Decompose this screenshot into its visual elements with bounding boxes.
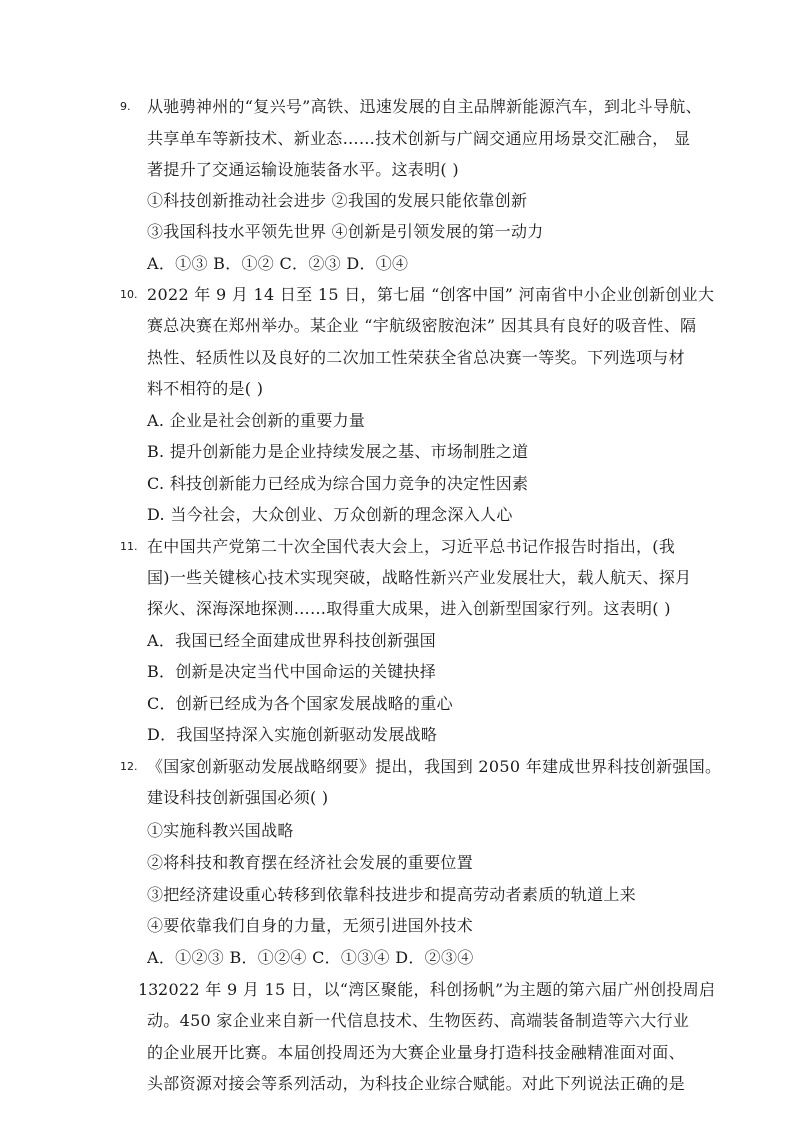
option-c: C．创新已经成为各个国家发展战略的重心 — [147, 694, 453, 713]
question-number: 10. — [120, 288, 138, 301]
option-a: A．我国已经全面建成世界科技创新强国 — [147, 631, 436, 650]
option-a: A. 企业是社会创新的重要力量 — [147, 411, 366, 430]
question-stem-line: 在中国共产党第二十次全国代表大会上，习近平总书记作报告时指出，(我 — [147, 537, 676, 556]
statement-line: ②将科技和教育摆在经济社会发展的重要位置 — [147, 853, 474, 872]
answer-options: A．①③ B．①② C．②③ D．①④ — [147, 254, 409, 273]
question-stem-line: 著提升了交通运输设施装备水平。这表明( ) — [147, 160, 459, 179]
question-stem-line: 共享单车等新技术、新业态……技术创新与广阔交通应用场景交汇融合， 显 — [147, 129, 691, 148]
option-c: C. 科技创新能力已经成为综合国力竞争的决定性因素 — [147, 474, 529, 493]
question-stem-line: 料不相符的是( ) — [147, 379, 264, 398]
statement-line: ①实施科教兴国战略 — [147, 821, 294, 840]
statement-line: ④要依靠我们自身的力量，无须引进国外技术 — [147, 916, 474, 935]
question-stem-line: 2022 年 9 月 15 日，以“湾区聚能，科创扬帆”为主题的第六届广州创投周启 — [158, 980, 716, 999]
question-number: 11. — [120, 540, 138, 553]
question-stem-line: 的企业展开比赛。本届创投周还为大赛企业量身打造科技金融精准面对面、 — [147, 1043, 685, 1062]
option-b: B. 提升创新能力是企业持续发展之基、市场制胜之道 — [147, 442, 529, 461]
question-stem-line: 建设科技创新强国必须( ) — [147, 788, 329, 807]
option-d: D. 当今社会，大众创业、万众创新的理念深入人心 — [147, 505, 513, 524]
question-stem-line: 2022 年 9 月 14 日至 15 日，第七届 “创客中国” 河南省中小企业创新创业大 — [147, 285, 715, 304]
question-stem-line: 国)一些关键核心技术实现突破，战略性新兴产业发展壮大，载人航天、探月 — [147, 568, 692, 587]
option-d: D．我国坚持深入实施创新驱动发展战略 — [147, 725, 438, 744]
statement-line: ①科技创新推动社会进步 ②我国的发展只能依靠创新 — [147, 191, 528, 210]
statement-line: ③我国科技水平领先世界 ④创新是引领发展的第一动力 — [147, 222, 544, 241]
question-number: 13. — [138, 980, 164, 999]
question-number: 9. — [120, 100, 131, 113]
question-stem-line: 头部资源对接会等系列活动，为科技企业综合赋能。对此下列说法正确的是 — [147, 1074, 685, 1093]
question-stem-line: 探火、深海深地探测……取得重大成果，进入创新型国家行列。这表明( ) — [147, 599, 671, 618]
question-stem-line: 《国家创新驱动发展战略纲要》提出，我国到 2050 年建成世界科技创新强国。 — [147, 757, 722, 776]
option-b: B．创新是决定当代中国命运的关键抉择 — [147, 662, 437, 681]
question-stem-line: 从驰骋神州的“复兴号”高铁、迅速发展的自主品牌新能源汽车，到北斗导航、 — [147, 97, 702, 116]
question-stem-line: 动。450 家企业来自新一代信息技术、生物医药、高端装备制造等六大行业 — [147, 1011, 690, 1030]
question-stem-line: 热性、轻质性以及良好的二次加工性荣获全省总决赛一等奖。下列选项与材 — [147, 348, 685, 367]
question-number: 12. — [120, 760, 138, 773]
question-stem-line: 赛总决赛在郑州举办。某企业 “宇航级密胺泡沫” 因其具有良好的吸音性、隔 — [147, 316, 697, 335]
statement-line: ③把经济建设重心转移到依靠科技进步和提高劳动者素质的轨道上来 — [147, 885, 637, 904]
answer-options: A．①②③ B．①②④ C．①③④ D．②③④ — [147, 948, 474, 967]
